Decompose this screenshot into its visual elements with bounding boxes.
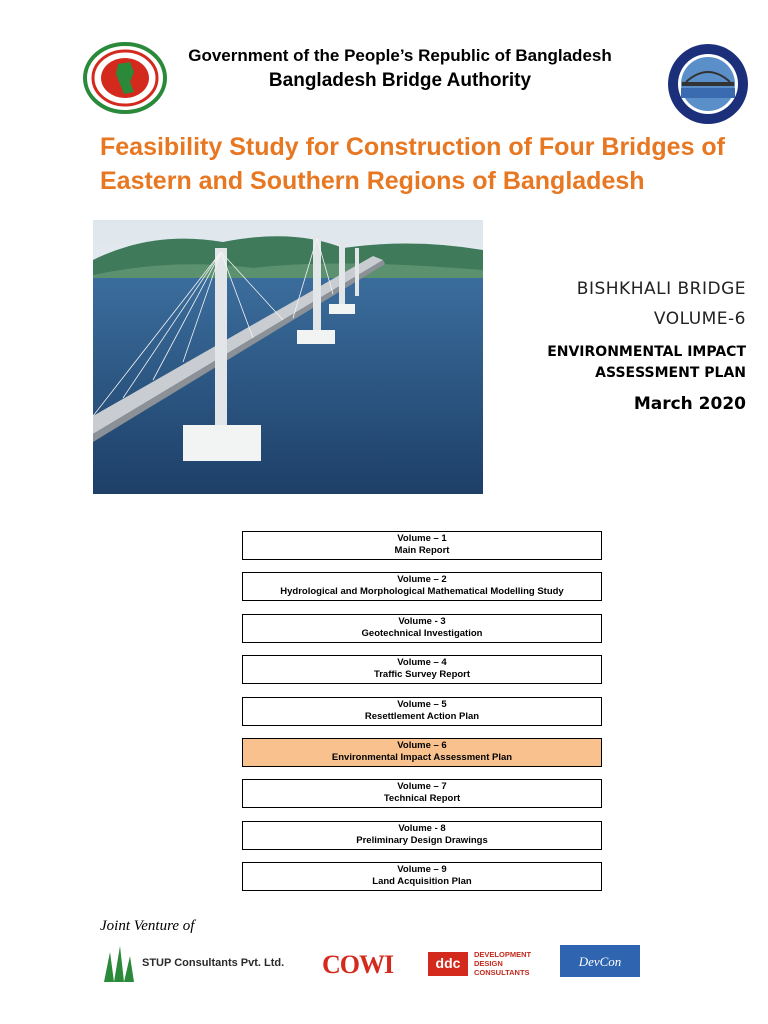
volume-title: Main Report	[394, 545, 450, 556]
volume-number: Volume – 2	[397, 574, 447, 585]
volume-list-item	[242, 697, 602, 726]
devcon-logo	[560, 945, 640, 977]
ddc-name-line-2: DESIGN	[474, 959, 503, 968]
study-title-line-1: Feasibility Study for Construction of Four Bridges of	[100, 133, 726, 161]
volume-list-item	[242, 655, 602, 684]
study-title	[100, 130, 750, 198]
volume-title: Resettlement Action Plan	[364, 711, 480, 722]
volume-list-item-current	[242, 738, 602, 767]
document-type-line-2: ASSESSMENT PLAN	[595, 365, 746, 381]
volume-list-item	[242, 572, 602, 601]
volume-title: Preliminary Design Drawings	[356, 835, 488, 846]
ddc-logo-letters: ddc	[435, 955, 461, 971]
volume-number: Volume – 1	[397, 533, 447, 544]
ddc-name-line-3: CONSULTANTS	[474, 968, 530, 977]
publication-date: March 2020	[633, 394, 746, 414]
stup-company-name: STUP Consultants Pvt. Ltd.	[142, 957, 285, 969]
volume-number: Volume – 9	[397, 864, 447, 875]
volume-number: Volume - 8	[398, 823, 446, 834]
volume-number: Volume – 6	[397, 740, 447, 751]
government-heading: Government of the People’s Republic of Bangladesh	[188, 46, 612, 65]
ddc-name-line-1: DEVELOPMENT	[474, 950, 532, 959]
volume-title: Technical Report	[383, 793, 461, 804]
volume-number: Volume – 5	[397, 699, 447, 710]
authority-heading: Bangladesh Bridge Authority	[268, 70, 532, 91]
volume-list-item	[242, 779, 602, 808]
volume-title: Traffic Survey Report	[373, 669, 471, 680]
volume-title: Environmental Impact Assessment Plan	[331, 752, 513, 763]
cowi-logo: COWI	[322, 950, 394, 979]
volume-number: Volume – 7	[397, 781, 447, 792]
volume-list-item	[242, 531, 602, 560]
stup-logo-icon	[100, 944, 138, 984]
volume-title: Hydrological and Morphological Mathematical Modelling Study	[280, 586, 564, 597]
study-title-line-2: Eastern and Southern Regions of Bangladesh	[100, 167, 645, 195]
bridge-name: BISHKHALI BRIDGE	[576, 279, 746, 299]
joint-venture-label: Joint Venture of	[100, 918, 195, 934]
devcon-logo-text: DevCon	[578, 954, 622, 969]
volume-title: Geotechnical Investigation	[361, 628, 483, 639]
volume-label: VOLUME-6	[653, 309, 746, 329]
volume-list-item	[242, 821, 602, 850]
ddc-company-name	[474, 950, 531, 977]
volume-list-item	[242, 614, 602, 643]
volume-list-item	[242, 862, 602, 891]
volume-number: Volume – 4	[397, 657, 447, 668]
volume-title: Land Acquisition Plan	[372, 876, 472, 887]
bridge-rendering-image	[93, 220, 483, 494]
volume-number: Volume - 3	[398, 616, 446, 627]
document-type-line-1: ENVIRONMENTAL IMPACT	[547, 344, 746, 360]
bridge-authority-logo-icon	[666, 42, 750, 126]
